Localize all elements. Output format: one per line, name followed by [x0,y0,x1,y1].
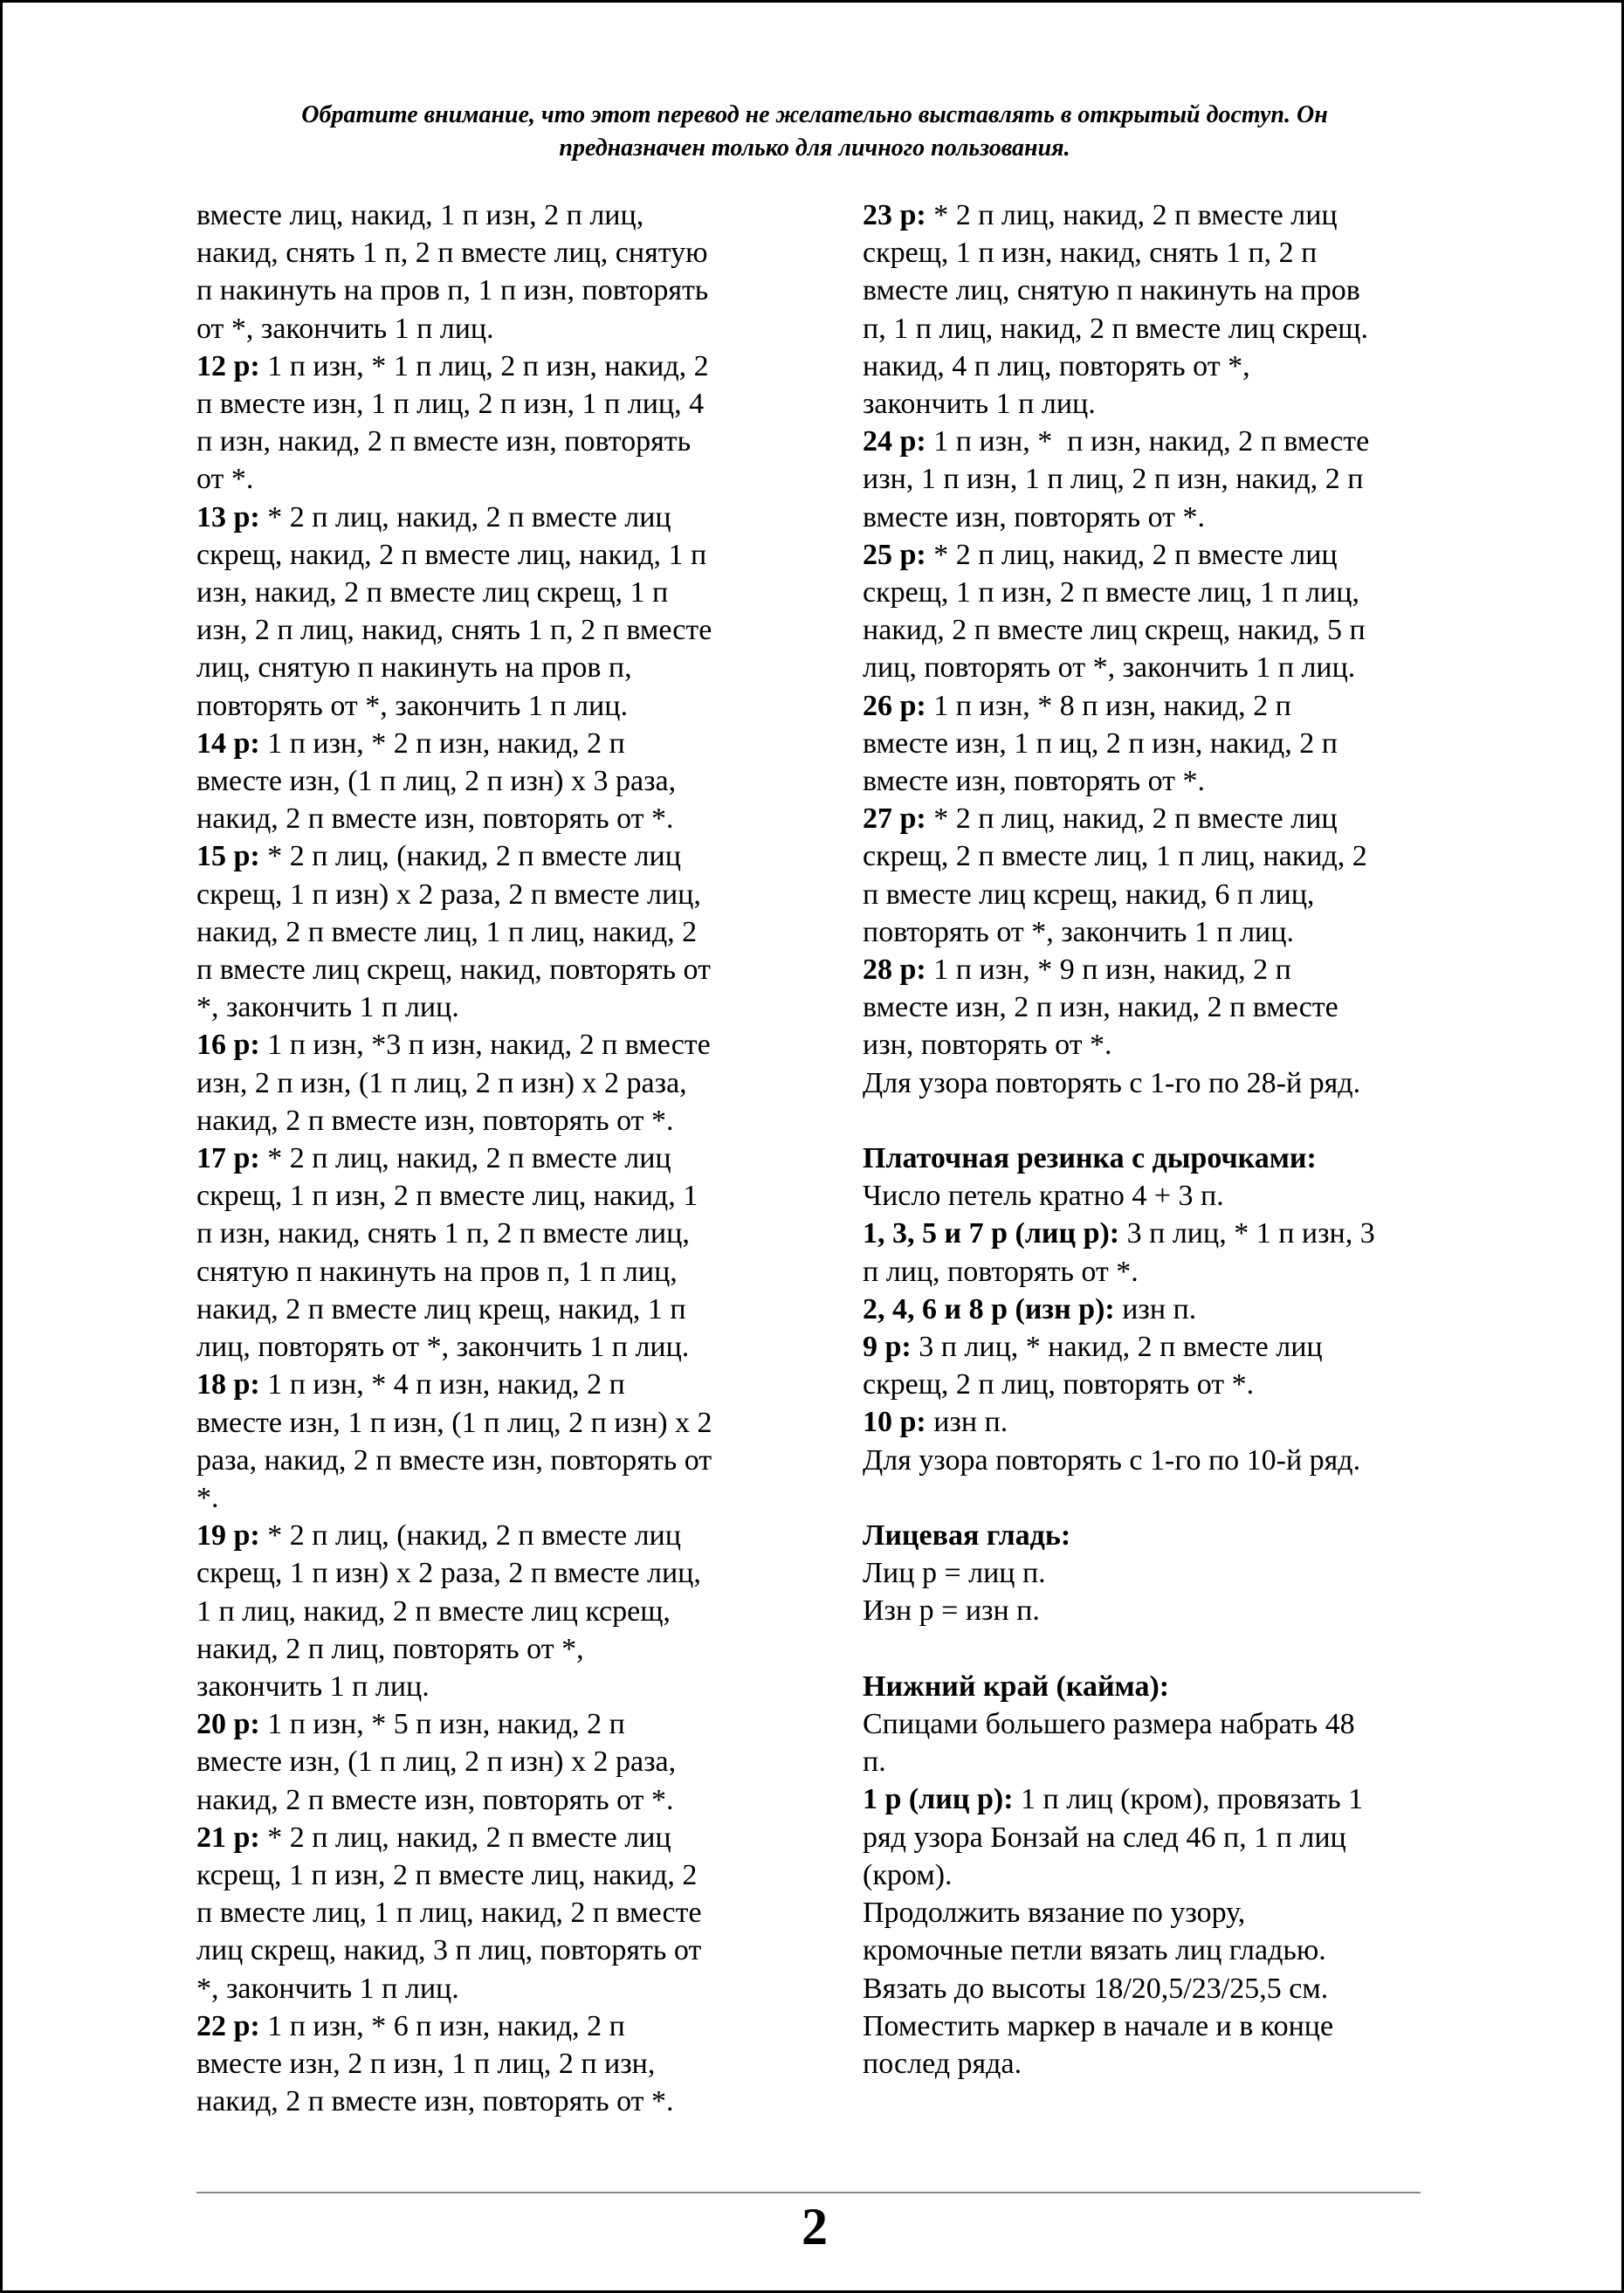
row-label: 22 р: [196,2009,260,2042]
instruction-paragraph [196,1026,783,1140]
row-label: 1 р (лиц р): [863,1783,1014,1816]
text-line: лиц, снятую п накинуть на пров п, [196,651,632,685]
text-line: вместе изн, 1 п иц, 2 п изн, накид, 2 п [863,726,1338,760]
row-label: 28 р: [863,954,926,987]
instruction-paragraph [863,1328,1439,1403]
text-line: (кром). [863,1858,953,1891]
instruction-paragraph [863,423,1439,536]
text-line: накид, снять 1 п, 2 п вместе лиц, снятую [196,237,708,270]
text-line: снятую п накинуть на пров п, 1 п лиц, [196,1255,678,1288]
text-line: скрещ, накид, 2 п вместе лиц, накид, 1 п [196,538,707,571]
text-line: 1 п изн, * 9 п изн, накид, 2 п [926,954,1291,987]
text-line: вместе лиц, снятую п накинуть на пров [863,274,1360,307]
instruction-paragraph [863,1517,1439,1554]
text-line: послед ряда. [863,2047,1022,2080]
right-text-column [863,196,1439,2083]
row-label: 18 р: [196,1368,260,1401]
text-line: изн п. [1114,1292,1197,1326]
text-line: повторять от *, закончить 1 п лиц. [196,689,628,722]
text-line: Вязать до высоты 18/20,5/23/25,5 см. [863,1972,1329,2005]
text-line: *, закончить 1 п лиц. [196,991,459,1024]
text-line: п вместе лиц ксрещ, накид, 6 п лиц, [863,878,1315,911]
instruction-paragraph [196,1517,783,1705]
row-label: 19 р: [196,1519,260,1553]
text-line: * 2 п лиц, накид, 2 п вместе лиц [259,1142,671,1175]
text-paragraph [863,1177,1439,1215]
instruction-paragraph [863,1780,1439,2083]
text-line: п изн, накид, 2 п вместе изн, повторять [196,425,692,458]
text-line: 3 п лиц, * накид, 2 п вместе лиц [911,1331,1323,1364]
instruction-paragraph [196,2007,783,2121]
text-paragraph [863,1554,1439,1629]
copyright-notice [195,99,1435,165]
row-label: 24 р: [863,425,926,458]
text-line: * 2 п лиц, накид, 2 п вместе лиц [259,500,671,534]
text-line: вместе изн, (1 п лиц, 2 п изн) х 2 раза, [196,1746,677,1779]
row-label: 15 р: [196,840,260,873]
instruction-paragraph [196,1819,783,2007]
footer-divider [196,2192,1421,2193]
text-line: 1 п изн, * 8 п изн, накид, 2 п [926,689,1291,722]
text-line: * 2 п лиц, (накид, 2 п вместе лиц [259,840,681,873]
text-line: лиц, повторять от *, закончить 1 п лиц. [196,1331,690,1364]
text-line: 1 п изн, * 2 п изн, накид, 2 п [259,726,625,760]
notice-line-1: Обратите внимание, что этот перевод не желательно выставлять в открытый доступ. Он [301,101,1328,128]
text-line: накид, 2 п вместе изн, повторять от *. [196,1104,674,1137]
text-line: Для узора повторять с 1-го по 28-й ряд. [863,1066,1361,1099]
text-line: ксрещ, 1 п изн, 2 п вместе лиц, накид, 2 [196,1858,698,1891]
text-line: закончить 1 п лиц. [196,1670,430,1703]
text-line: вместе изн, 2 п изн, 1 п лиц, 2 п изн, [196,2047,656,2080]
text-line: скрещ, 1 п изн, 2 п вместе лиц, накид, 1 [196,1180,698,1213]
text-line: п вместе лиц, 1 п лиц, накид, 2 п вместе [196,1897,702,1930]
instruction-paragraph [196,1366,783,1517]
text-line: вместе изн, повторять от *. [863,765,1206,798]
text-line: изн, 2 п лиц, накид, снять 1 п, 2 п вместе [196,614,712,647]
text-line: Поместить маркер в начале и в конце [863,2009,1334,2042]
instruction-paragraph [863,951,1439,1064]
text-line: от *, закончить 1 п лиц. [196,312,494,345]
text-line: лиц скрещ, накид, 3 п лиц, повторять от [196,1934,702,1967]
row-label: 1, 3, 5 и 7 р (лиц р): [863,1217,1120,1250]
text-line: *. [196,1481,219,1514]
text-line: 1 п лиц, накид, 2 п вместе лиц ксрещ, [196,1594,671,1628]
text-line: накид, 2 п вместе изн, повторять от *. [196,2085,674,2118]
text-line: * 2 п лиц, накид, 2 п вместе лиц [926,802,1338,836]
row-label: Лицевая гладь: [863,1519,1071,1553]
instruction-paragraph [196,1705,783,1819]
paragraph-spacer [863,1630,1439,1668]
text-line: скрещ, 2 п вместе лиц, 1 п лиц, накид, 2 [863,840,1367,873]
row-label: 13 р: [196,500,260,534]
row-label: 17 р: [196,1142,260,1175]
row-label: 25 р: [863,538,926,571]
text-line: 1 п изн, *3 п изн, накид, 2 п вместе [259,1029,711,1062]
text-line: *, закончить 1 п лиц. [196,1972,459,2005]
instruction-paragraph [196,837,783,1026]
row-label: 16 р: [196,1029,260,1062]
instruction-paragraph [196,1140,783,1366]
text-line: п изн, накид, снять 1 п, 2 п вместе лиц, [196,1217,690,1250]
text-paragraph [196,196,783,348]
row-label: 26 р: [863,689,926,722]
instruction-paragraph [196,725,783,838]
text-line: 3 п лиц, * 1 п изн, 3 [1119,1217,1375,1250]
text-line: вместе изн, 2 п изн, накид, 2 п вместе [863,991,1338,1024]
text-line: кромочные петли вязать лиц гладью. [863,1934,1326,1967]
row-label: 10 р: [863,1406,926,1439]
text-line: накид, 2 п вместе изн, повторять от *. [196,802,674,836]
text-line: вместе лиц, накид, 1 п изн, 2 п лиц, [196,199,644,231]
text-line: * 2 п лиц, накид, 2 п вместе лиц [259,1821,671,1854]
text-line: изн, повторять от *. [863,1029,1112,1062]
text-line: скрещ, 1 п изн) х 2 раза, 2 п вместе лиц, [196,1557,701,1590]
text-line: накид, 2 п вместе лиц, 1 п лиц, накид, 2 [196,915,698,948]
text-line: скрещ, 1 п изн) х 2 раза, 2 п вместе лиц, [196,878,701,911]
text-line: п накинуть на пров п, 1 п изн, повторять [196,274,709,307]
instruction-paragraph [863,196,1439,423]
row-label: 2, 4, 6 и 8 р (изн р): [863,1292,1115,1326]
text-line: * 2 п лиц, (накид, 2 п вместе лиц [259,1519,681,1553]
left-text-column [196,196,783,2120]
row-label: 14 р: [196,726,260,760]
row-label: Нижний край (кайма): [863,1670,1170,1703]
text-line: 1 п изн, * п изн, накид, 2 п вместе [926,425,1370,458]
instruction-paragraph [863,800,1439,951]
text-paragraph [863,1442,1439,1479]
text-line: закончить 1 п лиц. [863,388,1096,421]
text-line: п вместе изн, 1 п лиц, 2 п изн, 1 п лиц, 4 [196,388,705,421]
instruction-paragraph [863,687,1439,801]
paragraph-spacer [863,1479,1439,1517]
text-line: 1 п изн, * 6 п изн, накид, 2 п [259,2009,625,2042]
text-line: * 2 п лиц, накид, 2 п вместе лиц [926,538,1338,571]
text-line: скрещ, 1 п изн, накид, снять 1 п, 2 п [863,237,1318,270]
text-line: 1 п изн, * 4 п изн, накид, 2 п [259,1368,625,1401]
text-line: п лиц, повторять от *. [863,1255,1139,1288]
text-line: 1 п изн, * 1 п лиц, 2 п изн, накид, 2 [259,349,709,382]
text-line: п. [863,1746,886,1779]
text-line: * 2 п лиц, накид, 2 п вместе лиц [926,199,1338,231]
text-line: вместе изн, (1 п лиц, 2 п изн) х 3 раза, [196,765,677,798]
text-paragraph [863,1064,1439,1102]
paragraph-spacer [863,1102,1439,1140]
row-label: 9 р: [863,1331,912,1364]
text-line: изн п. [926,1406,1008,1439]
instruction-paragraph [863,1291,1439,1328]
text-line: скрещ, 2 п лиц, повторять от *. [863,1368,1255,1401]
row-label: Платочная резинка с дырочками: [863,1142,1317,1175]
instruction-paragraph [196,499,783,725]
text-line: лиц, повторять от *, закончить 1 п лиц. [863,651,1356,685]
text-line: Изн р = изн п. [863,1594,1040,1628]
text-line: изн, 2 п изн, (1 п лиц, 2 п изн) х 2 раза, [196,1066,687,1099]
text-line: вместе изн, повторять от *. [863,500,1206,534]
text-line: изн, 1 п изн, 1 п лиц, 2 п изн, накид, 2 п [863,463,1364,496]
text-paragraph [863,1705,1439,1780]
text-line: 1 п лиц (кром), провязать 1 [1013,1783,1364,1816]
text-line: Спицами большего размера набрать 48 [863,1708,1355,1741]
instruction-paragraph [863,1215,1439,1290]
instruction-paragraph [863,536,1439,687]
row-label: 27 р: [863,802,926,836]
row-label: 12 р: [196,349,260,382]
text-line: п, 1 п лиц, накид, 2 п вместе лиц скрещ. [863,312,1368,345]
row-label: 21 р: [196,1821,260,1854]
text-line: Продолжить вязание по узору, [863,1897,1246,1930]
text-line: 1 п изн, * 5 п изн, накид, 2 п [259,1708,625,1741]
text-line: вместе изн, 1 п изн, (1 п лиц, 2 п изн) х 2 [196,1406,712,1439]
text-line: накид, 2 п лиц, повторять от *, [196,1632,584,1665]
row-label: 23 р: [863,199,926,231]
page-number: 2 [802,2198,828,2255]
text-line: повторять от *, закончить 1 п лиц. [863,915,1294,948]
text-line: п вместе лиц скрещ, накид, повторять от [196,954,711,987]
text-line: ряд узора Бонзай на след 46 п, 1 п лиц [863,1821,1346,1854]
text-line: Число петель кратно 4 + 3 п. [863,1180,1224,1213]
text-line: накид, 2 п вместе изн, повторять от *. [196,1783,674,1816]
row-label: 20 р: [196,1708,260,1741]
text-line: Для узора повторять с 1-го по 10-й ряд. [863,1443,1361,1477]
notice-line-2: предназначен только для личного пользования. [559,134,1070,162]
text-line: накид, 2 п вместе лиц крещ, накид, 1 п [196,1292,686,1326]
text-line: раза, накид, 2 п вместе изн, повторять от [196,1443,712,1477]
text-line: накид, 2 п вместе лиц скрещ, накид, 5 п [863,614,1366,647]
instruction-paragraph [863,1668,1439,1705]
instruction-paragraph [196,348,783,499]
text-line: изн, накид, 2 п вместе лиц скрещ, 1 п [196,576,669,609]
text-line: скрещ, 1 п изн, 2 п вместе лиц, 1 п лиц, [863,576,1359,609]
text-line: накид, 4 п лиц, повторять от *, [863,349,1250,382]
text-line: от *. [196,463,254,496]
instruction-paragraph [863,1140,1439,1177]
text-line: Лиц р = лиц п. [863,1557,1046,1590]
instruction-paragraph [863,1403,1439,1441]
